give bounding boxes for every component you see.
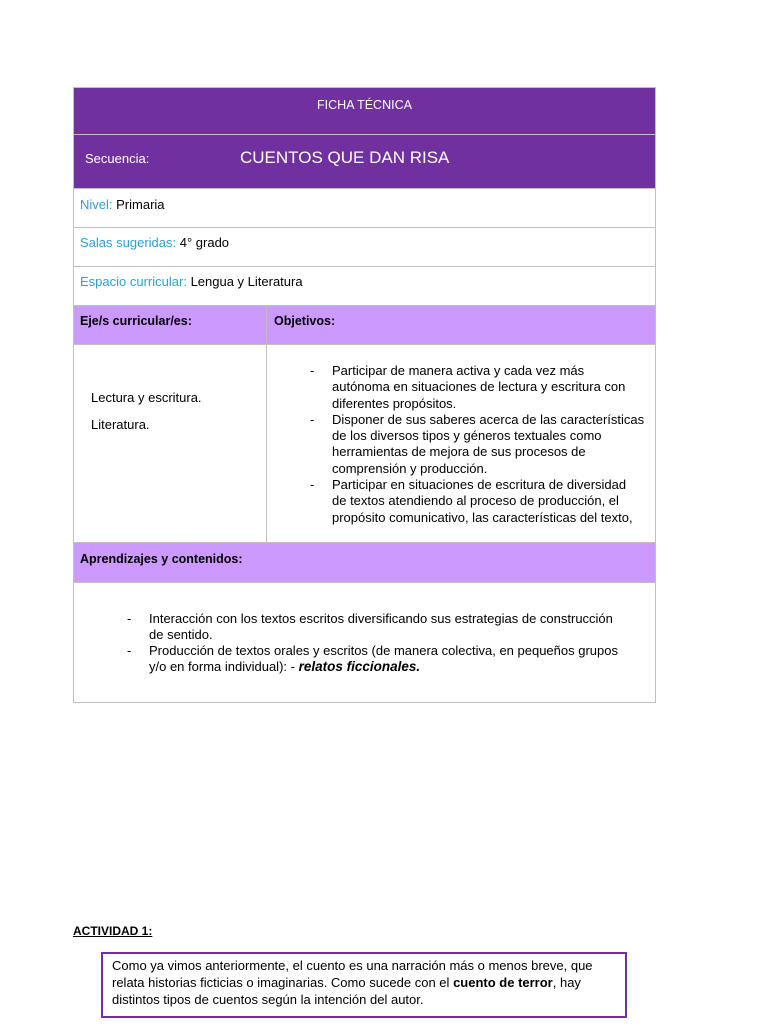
- actividad-box: [101, 952, 627, 1018]
- objetivo-line: Participar de manera activa y cada vez más: [332, 363, 585, 378]
- objetivo-item: [310, 412, 644, 477]
- actividad-bold-term: cuento de terror: [453, 975, 553, 990]
- ejes-cell: [74, 345, 267, 542]
- objetivo-line: diferentes propósitos.: [332, 395, 457, 411]
- aprendizaje-line: de sentido.: [149, 627, 213, 642]
- objetivo-line: de textos atendiendo al proceso de producción, el: [332, 493, 619, 509]
- salas-field: [80, 235, 229, 251]
- aprendizajes-content-row: [73, 583, 656, 703]
- salas-label: Salas sugeridas:: [80, 235, 177, 250]
- ficha-title: FICHA TÉCNICA: [317, 98, 412, 112]
- espacio-row: [73, 267, 656, 306]
- ejes-header: Eje/s curricular/es:: [80, 314, 192, 328]
- objetivo-text: [332, 477, 644, 526]
- objetivo-line: autónoma en situaciones de lectura y escritura con: [332, 379, 626, 395]
- nivel-label: Nivel:: [80, 197, 113, 212]
- bullet-dash: -: [127, 643, 132, 658]
- objetivos-header: Objetivos:: [274, 314, 336, 328]
- aprendizaje-emphasis: relatos ficcionales.: [298, 659, 421, 674]
- aprendizaje-line: Producción de textos orales y escritos (de manera colectiva, en pequeños grupos: [149, 643, 618, 658]
- bullet-dash: -: [310, 477, 315, 493]
- objetivo-line: comprensión y producción.: [332, 460, 488, 476]
- nivel-field: [80, 197, 165, 213]
- bullet-dash: -: [127, 611, 132, 626]
- aprendizajes-header-row: [73, 543, 656, 583]
- nivel-value: Primaria: [116, 197, 165, 212]
- salas-row: [73, 228, 656, 267]
- objetivos-header-cell: [267, 306, 655, 344]
- actividad-line-text: relata historias ficticias o imaginarias. Como sucede con el: [112, 975, 450, 990]
- objetivo-text: [332, 412, 644, 477]
- ficha-tecnica-table: [73, 87, 656, 704]
- ejes-objetivos-content-row: [73, 345, 656, 543]
- aprendizaje-item: [127, 611, 618, 643]
- objetivo-line: propósito comunicativo, las características del texto,: [332, 509, 633, 525]
- objetivo-line: Disponer de sus saberes acerca de las características: [332, 411, 645, 427]
- aprendizajes-header: Aprendizajes y contenidos:: [80, 552, 243, 566]
- actividad-line: distintos tipos de cuentos según la intención del autor.: [112, 992, 424, 1007]
- objetivo-text: [332, 363, 644, 412]
- ejes-header-cell: [74, 306, 267, 344]
- eje-item: Literatura.: [91, 417, 150, 432]
- objetivo-item: [310, 477, 644, 526]
- actividad-title: ACTIVIDAD 1:: [73, 924, 153, 938]
- aprendizaje-line: Interacción con los textos escritos diversificando sus estrategias de construcción: [149, 611, 613, 626]
- actividad-line: Como ya vimos anteriormente, el cuento es una narración más o menos breve, que: [112, 958, 593, 973]
- espacio-value: Lengua y Literatura: [190, 274, 303, 289]
- aprendizajes-list: [127, 611, 618, 675]
- objetivo-line: Participar en situaciones de escritura de diversidad: [332, 477, 627, 493]
- bullet-dash: -: [310, 363, 315, 378]
- secuencia-row: [73, 135, 656, 189]
- nivel-row: [73, 189, 656, 228]
- objetivos-cell: [267, 345, 655, 542]
- aprendizaje-text: [149, 611, 618, 643]
- actividad-line-text: , hay: [552, 975, 581, 990]
- objetivo-line: herramientas de mejora de sus procesos de: [332, 444, 586, 460]
- secuencia-title: CUENTOS QUE DAN RISA: [240, 148, 450, 167]
- ficha-title-row: [73, 87, 656, 135]
- aprendizaje-line: [149, 659, 618, 675]
- actividad-line: [112, 974, 625, 991]
- salas-value: 4° grado: [179, 235, 230, 250]
- espacio-label: Espacio curricular:: [80, 274, 187, 289]
- ejes-objetivos-header-row: [73, 306, 656, 345]
- secuencia-label: Secuencia:: [85, 151, 150, 166]
- aprendizaje-line-text: y/o en forma individual): -: [149, 659, 295, 674]
- objetivo-line: de los diversos tipos y géneros textuales como: [332, 428, 602, 444]
- eje-item: Lectura y escritura.: [91, 390, 202, 405]
- bullet-dash: -: [310, 411, 315, 427]
- aprendizaje-item: [127, 643, 618, 675]
- espacio-field: [80, 274, 303, 290]
- aprendizaje-text: [149, 643, 618, 675]
- objetivos-list: [310, 363, 644, 526]
- objetivo-item: [310, 363, 644, 412]
